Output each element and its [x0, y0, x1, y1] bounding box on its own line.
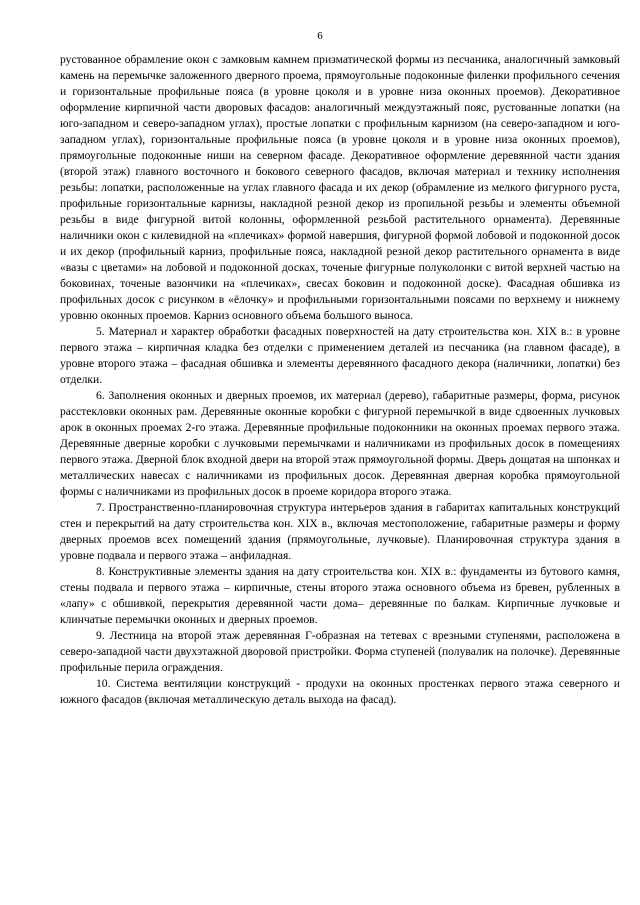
paragraph-item-7: 7. Пространственно-планировочная структура интерьеров здания в габаритах капитальных конструкций стен и перекрытий на дату строительства кон. XIX в., включая местоположение, габаритные размеры и форму дверных проемов всех помещений здания (прямоугольные, лучковые). Планировочная структура здания в уровне подвала и первого этажа – анфиладная. — [60, 501, 620, 562]
page-number: 6 — [317, 30, 323, 42]
paragraph-item-6: 6. Заполнения оконных и дверных проемов, их материал (дерево), габаритные размеры, форма, рисунок расстекловки оконных рам. Деревянные оконные коробки с фигурной перемычкой в виде сдвоенных лучковых арок в оконных проемах 2-го этажа. Деревянные профильные подоконники на оконных проемах первого этажа. Деревянные дверные коробки с лучковыми перемычками и наличниками из профильных досок в помещениях первого этажа. Дверной блок входной двери на второй этаж прямоугольной формы. Дверь дощатая на шпонках и металлических навесах с наличниками из профильных досок. Деревянная дверная коробка прямоугольной формы с наличниками из профильных досок в проеме коридора второго этажа. — [60, 389, 620, 498]
paragraph-item-5: 5. Материал и характер обработки фасадных поверхностей на дату строительства кон. XIX в.: в уровне первого этажа – кирпичная кладка без отделки с применением деталей из песчаника (на главном фасаде), в уровне второго этажа – фасадная обшивка и элементы деревянного фасадного декора (наличники, лопатки) без отделки. — [60, 325, 620, 386]
document-body — [60, 52, 620, 708]
paragraph-continuation: рустованное обрамление окон с замковым камнем призматической формы из песчаника, аналогичный замковый камень на перемычке заложенного дверного проема, прямоугольные подоконные филенки профильного сечения и горизонтальные профильные пояса (в уровне цоколя и в уровне низа оконных проемов). Декоративное оформление кирпичной части дворовых фасадов: аналогичный междуэтажный пояс, рустованные лопатки (на юго-западном и северо-западном углах), простые лопатки с профильным карнизом (на северо-западном и юго-западном углах), горизонтальные профильные пояса (в уровне цоколя и в уровне низа оконных проемов), прямоугольные подоконные ниши на северном фасаде. Декоративное оформление деревянной части здания (второй этаж) главного восточного и бокового северного фасадов, включая материал и технику исполнения резьбы: лопатки, расположенные на углах главного фасада и их декор (обрамление из мелкого фигурного руста, профильные горизонтальные карнизы, накладной резной декор из пропильной резьбы и элементы объемной резьбы в виде фигурной витой колонны, оформленной резьбой растительного орнамента). Деревянные наличники окон с килевидной на «плечиках» формой навершия, фигурной формой лобовой и подоконной досок и их декор (профильный карниз, профильные пояса, накладной резной декор растительного орнамента в виде «вазы с цветами» на лобовой и подоконной досках, точеные фигурные полуколонки с витой верхней частью на боковинах, точеные вазончики на «плечиках», свесах боковин и подоконной доске). Фасадная обшивка из профильных досок с рисунком в «ёлочку» и профильными горизонтальными поясами по верхнему и нижнему уровню оконных проемов. Карниз основного объема большого выноса. — [60, 53, 620, 322]
paragraph-item-8: 8. Конструктивные элементы здания на дату строительства кон. XIX в.: фундаменты из бутового камня, стены подвала и первого этажа – кирпичные, стены второго этажа основного объема из бревен, рубленных в «лапу» с обшивкой, перекрытия деревянной части дома– деревянные по балкам. Кирпичные лучковые и клинчатые перемычки оконных и дверных проемов. — [60, 565, 620, 626]
paragraph-item-9: 9. Лестница на второй этаж деревянная Г-образная на тетевах с врезными ступенями, расположена в северо-западной части двухэтажной дворовой пристройки. Форма ступеней (полувалик на полочке). Деревянные профильные перила ограждения. — [60, 629, 620, 674]
paragraph-item-10: 10. Система вентиляции конструкций - продухи на оконных простенках первого этажа северного и южного фасадов (включая металлическую деталь выхода на фасад). — [60, 677, 620, 706]
